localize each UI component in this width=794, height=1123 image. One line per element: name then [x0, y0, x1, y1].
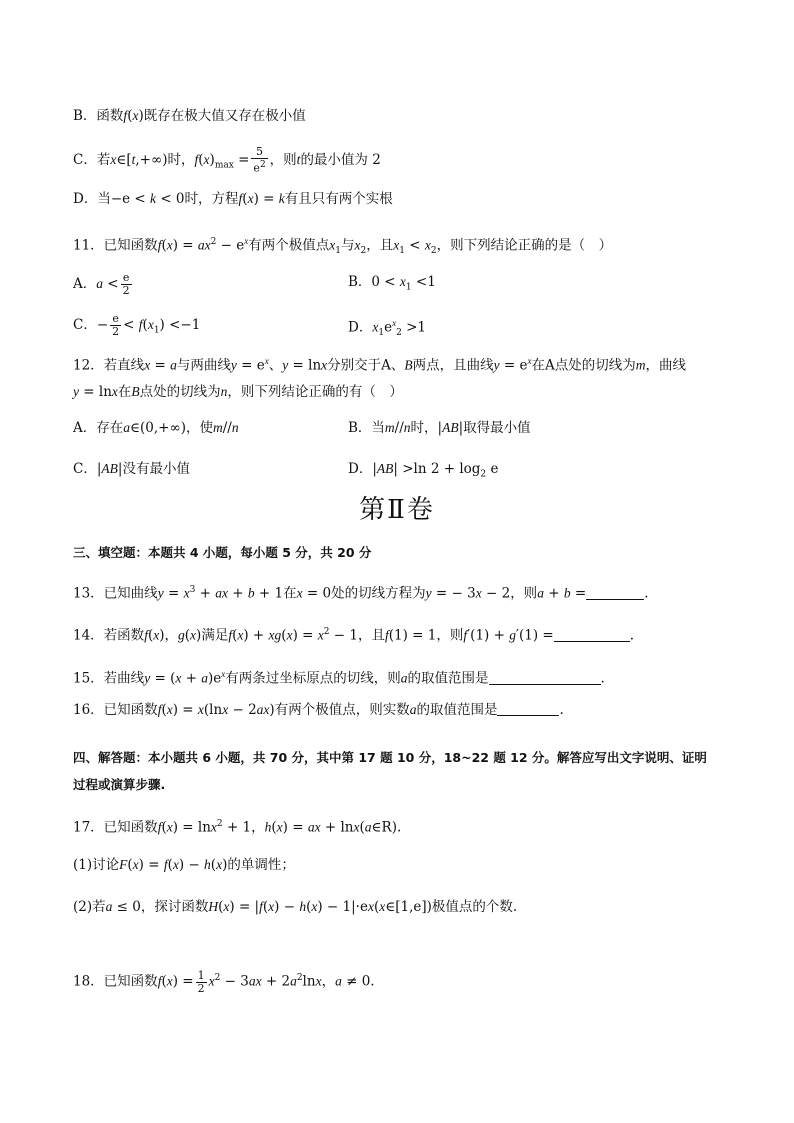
q10-option-b: B．函数f(x)既存在极大值又存在极小值 [73, 108, 306, 124]
part3-header: 三、填空题：本题共 4 小题，每小题 5 分，共 20 分 [73, 545, 372, 560]
q11-stem: 11．已知函数$f(x) = ax^2 - e^x$有两个极值点$x_1$与$x_2$，且$x_1 < x_2$，则下列结论正确的是（ ） [73, 236, 613, 257]
q12-option-b: B．当m//n时，|AB|取得最小值 [348, 420, 531, 436]
q11-option-b: B．$0 < x_1 <1$ [348, 274, 436, 293]
q12-stem-line1: 12．若直线x = a与两曲线$y = e^x$、y = lnx分别交于A、B两点，且曲线$y = e^x$在A点处的切线为m，曲线 [73, 356, 687, 374]
q11-option-d: D．$x_1e^x_2 >1$ [348, 318, 426, 339]
q11-option-c: C．− $\frac{e}{2}$ < $f(x_1) <-1$ [73, 312, 201, 338]
q17-stem: 17．已知函数f(x) = lnx$^2$ + 1，h(x) = ax + lnx(a∈R). [73, 819, 402, 836]
q17-part2: (2)若a ≤ 0，探讨函数H(x) = |f(x) − h(x) − 1|·ex(x∈[1,e])极值点的个数. [73, 899, 518, 915]
part4-header-line1: 四、解答题：本小题共 6 小题，共 70 分，其中第 17 题 10 分，18~22 题 12 分。解答应写出文字说明、证明 [73, 750, 707, 765]
q18-stem: 18．已知函数f(x) = $\frac{1}{2}$ $x^2 - 3ax + 2a^2\ln x$，a ≠ 0. [73, 968, 375, 995]
q12-option-d: D．|AB| >ln $2 + \log_2 e$ [348, 461, 499, 480]
q10-option-d: D．当−e < k < 0时，方程f(x) = k有且只有两个实根 [73, 191, 393, 207]
q11-option-a: A．a < $\frac{e}{2}$ [73, 271, 130, 297]
q15: 15．若曲线$y = (x + a)e^x$有两条过坐标原点的切线，则a的取值范围是 . [73, 669, 605, 687]
q14: 14．若函数f(x)，g(x)满足$f(x) + xg(x) = x^2 - 1$，且f(1) = 1，则f′(1) + g′(1) = . [73, 627, 635, 644]
q12-option-c: C．|AB|没有最小值 [73, 461, 190, 477]
q10-option-c: C．若x∈[t,+∞)时，$f(x)_{max}$ = $\frac{5}{e^2}$ ，则t的最小值为 2 [73, 145, 381, 175]
section-title: 第Ⅱ卷 [359, 495, 435, 525]
q17-part1: (1)讨论F(x) = f(x) − h(x)的单调性； [73, 857, 295, 873]
part4-header-line2: 过程或演算步骤. [73, 777, 166, 792]
q12-option-a: A．存在a∈(0,+∞)，使m//n [73, 420, 239, 436]
q12-stem-line2: y = lnx在B点处的切线为n，则下列结论正确的有（ ） [73, 384, 403, 400]
q16: 16．已知函数f(x) = x(lnx − 2ax)有两个极值点，则实数a的取值范围是 . [73, 702, 564, 718]
q13: 13．已知曲线$y = x^3$ + ax + b + 1在x = 0处的切线方程为y = − 3x − 2，则a + b = . [73, 585, 649, 602]
